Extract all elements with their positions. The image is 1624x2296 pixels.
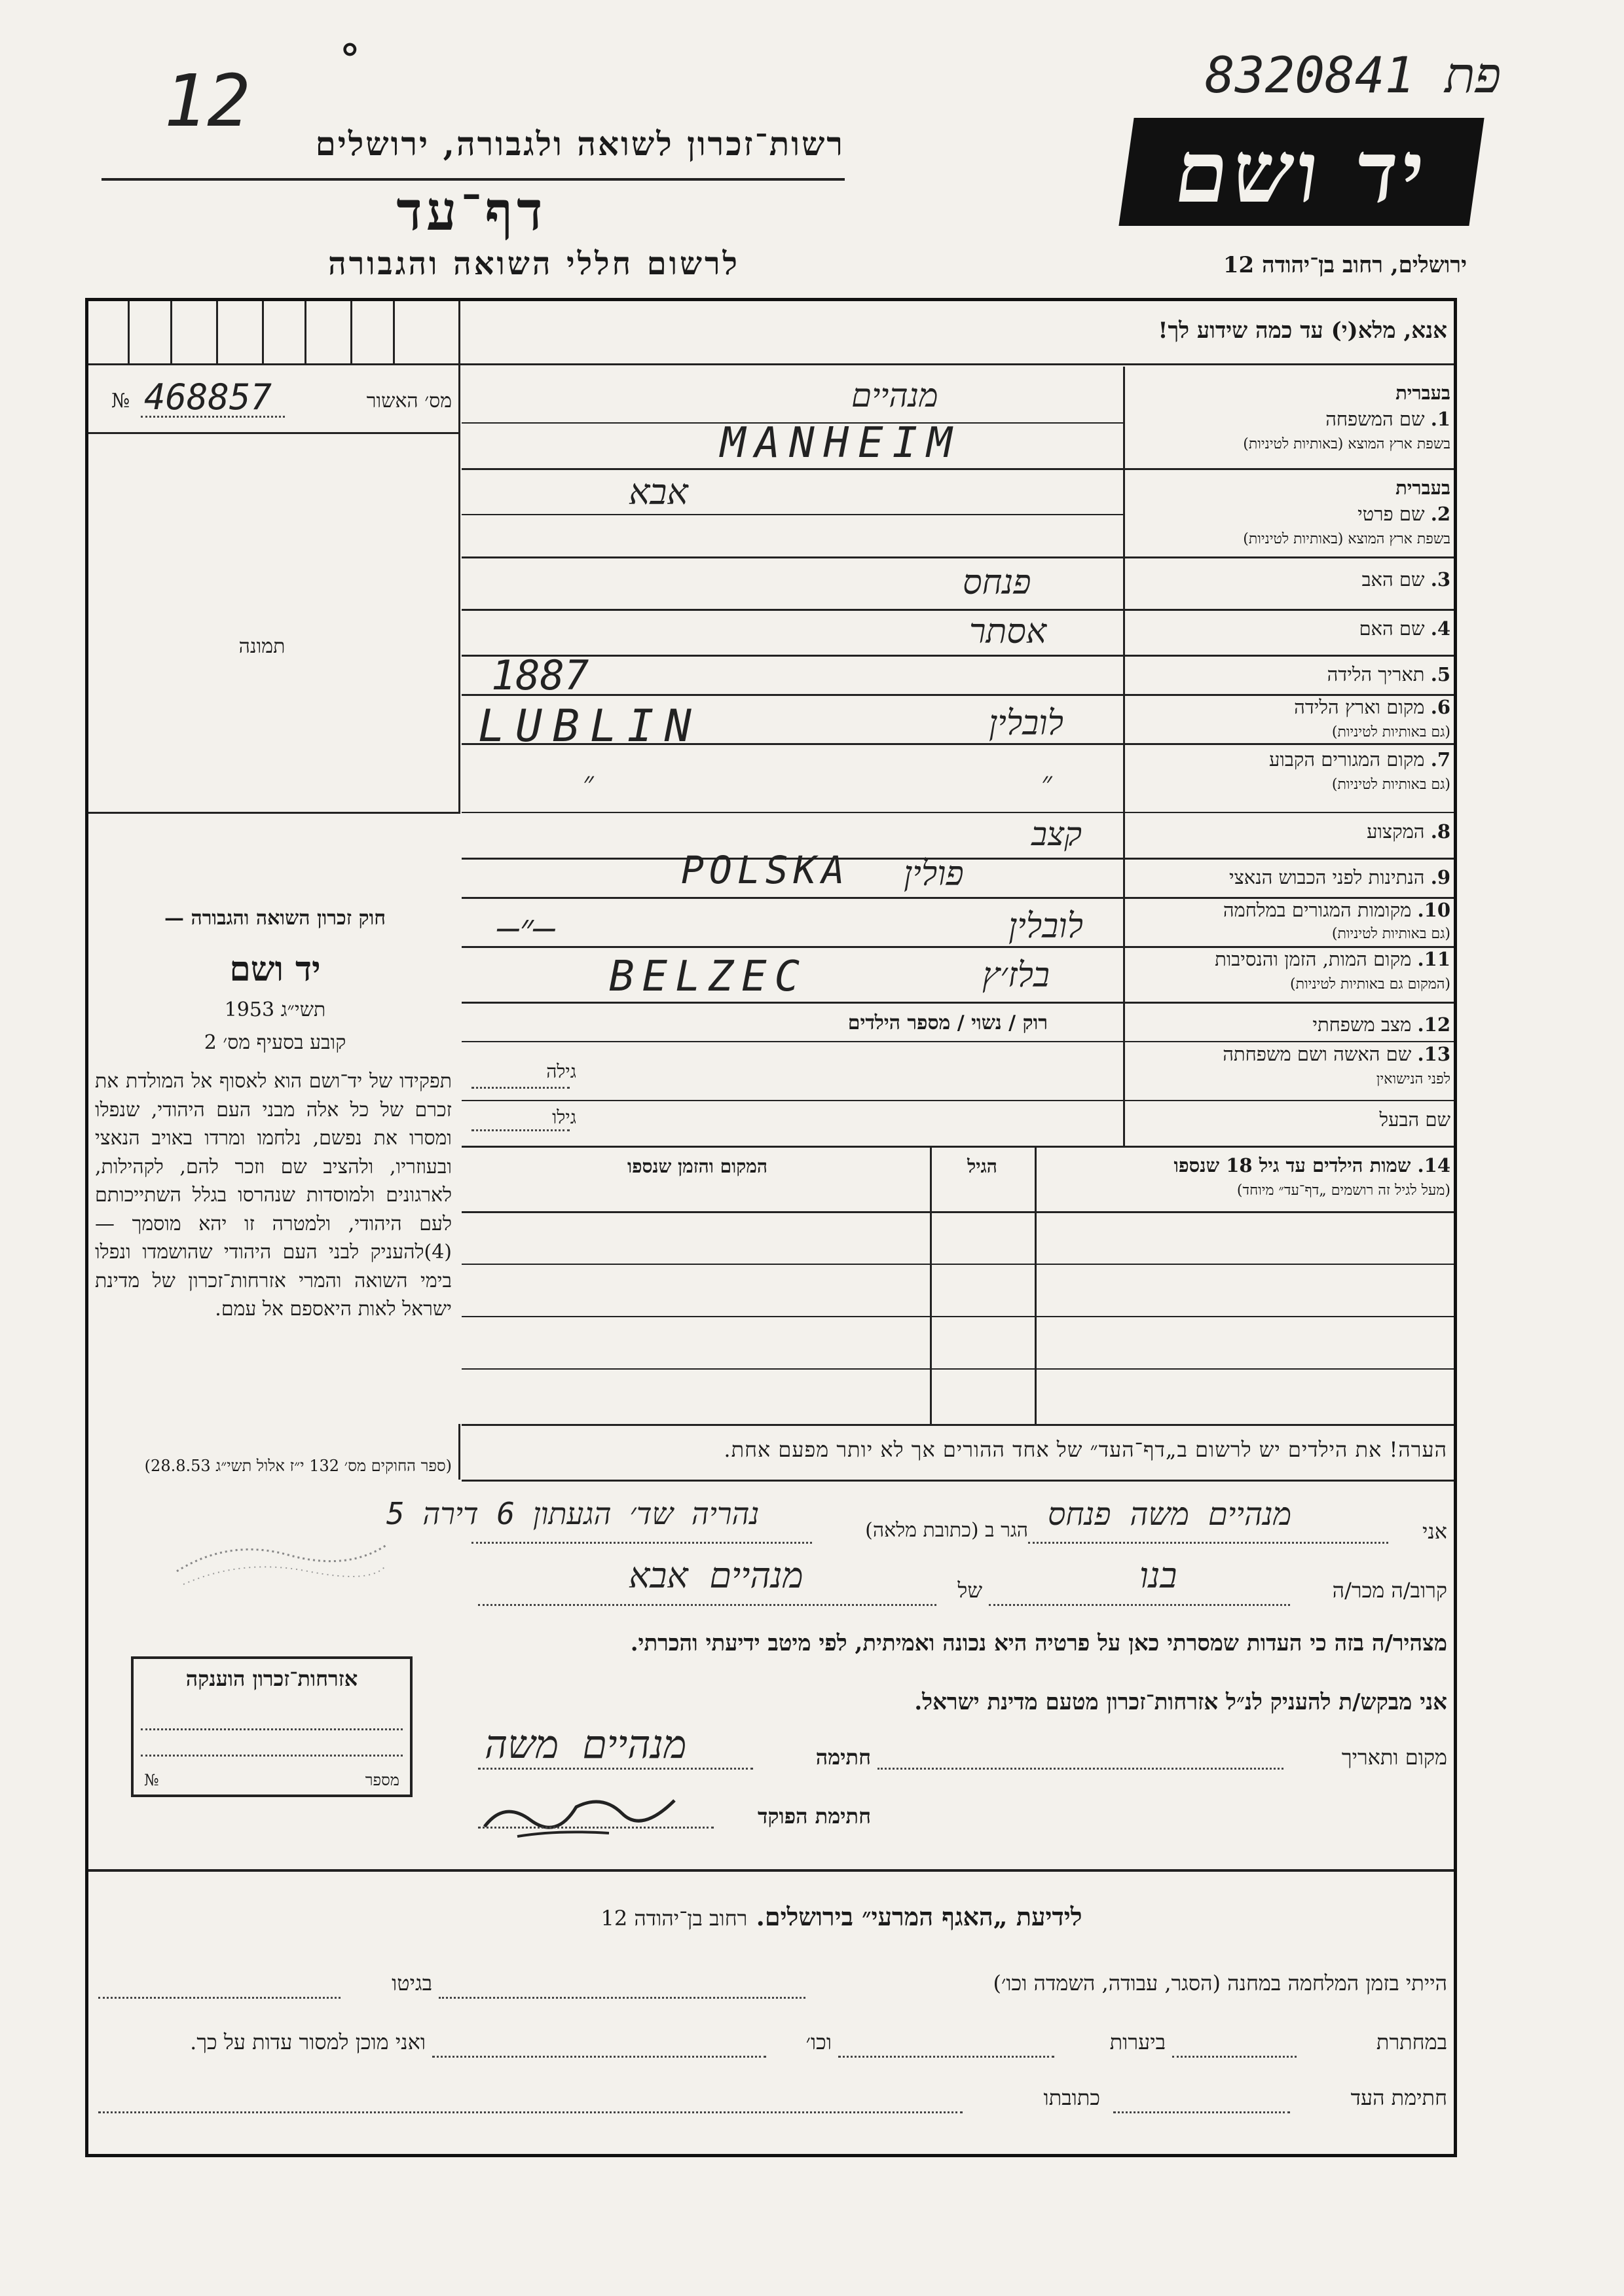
certificate-number: 468857 xyxy=(144,376,272,418)
citizenship-title: אזרחות־זכרון הוענקה xyxy=(185,1666,358,1691)
officer-signature xyxy=(478,1774,694,1846)
children-col-age: הגיל xyxy=(967,1156,997,1177)
field-8-label: 8. המקצוע xyxy=(1367,820,1450,843)
instruction: אנא, מלא(י) עד כמה שידוע לך! xyxy=(1158,318,1447,344)
field-5-label: 5. תאריך הלידה xyxy=(1327,663,1450,685)
bottom-ghetto: בגיטו xyxy=(392,1971,432,1995)
bottom-witness-sig: חתימת העד xyxy=(1350,2085,1447,2110)
field-4-label: 4. שם האם xyxy=(1359,617,1450,640)
children-col-place: המקום והזמן שנספו xyxy=(627,1156,767,1177)
field-13-age-label: גילה xyxy=(546,1061,576,1082)
husband-age-label: גילו xyxy=(552,1106,576,1128)
field-1-hebrew-tag: בעברית xyxy=(1395,382,1450,404)
decl-statement: מצהיר/ה בזה כי העדות שמסרתי כאן על פרטיה היא נכונה ואמיתית, לפי מיטב ידיעתי והכרתי. xyxy=(630,1630,1447,1656)
field-2-hebrew-tag: בעברית xyxy=(1395,477,1450,499)
certificate-no-symbol: № xyxy=(111,390,130,412)
field-13-sub: לפני הנישואין xyxy=(1376,1071,1450,1087)
decl-officer-label: חתימת הפוקד xyxy=(758,1804,871,1829)
field-8-value: קצב xyxy=(1031,815,1082,853)
field-2-label: 2. שם פרטי xyxy=(1357,503,1450,525)
field-10-sub: (גם באותיות לטיניות) xyxy=(1331,926,1450,942)
decl-of-value: מנהיים אבא xyxy=(629,1555,803,1596)
form-title: דף־עד xyxy=(396,180,547,243)
marital-options: רוק / נשוי / מספר הילדים xyxy=(847,1011,1048,1034)
field-11-sub: (המקום גם באותיות לטיניות) xyxy=(1290,976,1450,993)
field-1-label: 1. שם המשפחה xyxy=(1325,408,1450,430)
children-note: הערה! את הילדים יש לרשום ב„דף־העד״ של אחד ההורים אך לא יותר מפעם אחת. xyxy=(724,1437,1447,1462)
field-2-value-he: אבא xyxy=(629,471,688,513)
bottom-willing: ואני מוכן למסור עדות על כך. xyxy=(190,2030,426,2054)
field-10-value-latin: –״– xyxy=(498,907,556,949)
decl-relative-label: קרוב/ה מכר/ה xyxy=(1332,1578,1447,1603)
address: ירושלים, רחוב בן־יהודה 12 xyxy=(1223,252,1467,278)
children-label: 14. שמות הילדים עד גיל 18 שנספו xyxy=(1173,1154,1450,1176)
bottom-title: לידיעת „האגף המרעי״ בירושלים. רחוב בן־יהודה 12 xyxy=(600,1902,1082,1931)
citizenship-number-label: מספר xyxy=(365,1771,399,1789)
field-3-label: 3. שם האב xyxy=(1361,568,1450,591)
org-name: רשות־זכרון לשואה ולגבורה, ירושלים xyxy=(315,124,845,163)
decl-signature-label: חתימה xyxy=(815,1745,871,1770)
photo-label: תמונה xyxy=(238,635,286,658)
bottom-etc: וכו׳ xyxy=(805,2030,832,2054)
husband-label: שם הבעל xyxy=(1379,1108,1450,1131)
field-9-value-he: פולין xyxy=(904,854,964,894)
law-clause: קובע בסעיף מס׳ 2 xyxy=(204,1031,346,1054)
decl-resides-label: הגר ב (כתובת מלאה) xyxy=(865,1519,1028,1542)
field-4-value: אסתר xyxy=(969,612,1047,651)
children-sub: (מעל לגיל זה רושמים „דף־עד״ מיוחד) xyxy=(1236,1182,1450,1199)
bottom-forests: ביערות xyxy=(1109,2030,1166,2054)
field-7-sub: (גם באותיות לטיניות) xyxy=(1331,776,1450,793)
law-source: (ספר החוקים מס׳ 132 י״ז אלול תשי״ג 28.8.53) xyxy=(144,1457,452,1475)
field-13-label: 13. שם האשה ושם משפחתה xyxy=(1223,1043,1450,1065)
citizenship-no-symbol: № xyxy=(144,1771,159,1789)
field-6-sub: (גם באותיות לטיניות) xyxy=(1331,724,1450,740)
field-11-value-he: בלז׳ץ xyxy=(982,956,1050,995)
bottom-line1: הייתי בזמן המלחמה במחנה (הסגר, עבודה, השמדה וכו׳) xyxy=(993,1971,1447,1995)
field-2-sub: בשפת ארץ המוצא (באותיות לטיניות) xyxy=(1243,531,1450,547)
field-7-value-latin: ״ xyxy=(583,766,594,799)
field-1-value-latin: MANHEIM xyxy=(720,419,961,467)
yad-vashem-logo: יד ושם xyxy=(1118,118,1484,226)
field-10-value-he: לובלין xyxy=(1008,907,1083,946)
field-3-value: פנחס xyxy=(963,563,1031,602)
decl-place-date-label: מקום ותאריך xyxy=(1341,1745,1447,1770)
field-5-value: 1887 xyxy=(491,651,589,699)
law-year: תשי״ג 1953 xyxy=(224,998,326,1021)
field-10-label: 10. מקומות המגורים במלחמה xyxy=(1223,899,1450,921)
field-11-label: 11. מקום המות, הזמן והנסיבות xyxy=(1215,948,1450,970)
field-7-label: 7. מקום המגורים הקבוע xyxy=(1269,748,1450,771)
field-7-value-he: ״ xyxy=(1041,766,1052,799)
decl-of-label: של xyxy=(957,1578,982,1603)
handwritten-code: פת 8320841 xyxy=(1205,46,1502,104)
field-12-label: 12. מצב משפחתי xyxy=(1312,1013,1450,1036)
decl-signature-value: מנהיים משה xyxy=(485,1722,687,1768)
field-9-value-latin: POLSKA xyxy=(681,848,850,892)
handwritten-number-12: 12 xyxy=(164,59,251,143)
ink-mark: ⸰ xyxy=(341,30,360,69)
bottom-underground: במחתרת xyxy=(1376,2030,1447,2054)
field-9-label: 9. הנתינות לפני הכבוש הנאצי xyxy=(1229,866,1450,888)
field-6-value-he: לובלין xyxy=(989,704,1063,743)
law-name: יד ושם xyxy=(229,949,321,989)
decl-request: אני מבקש/ת להעניק לנ״ל אזרחות־זכרון מטעם מדינת ישראל. xyxy=(914,1689,1447,1715)
field-11-value-latin: BELZEC xyxy=(609,953,808,1001)
field-6-value-latin: LUBLIN xyxy=(478,701,702,752)
field-1-value-he: מנהיים xyxy=(851,376,938,414)
decl-relation-value: בנו xyxy=(1139,1555,1177,1596)
field-1-sub: בשפת ארץ המוצא (באותיות לטיניות) xyxy=(1243,436,1450,452)
form-subtitle: לרשום חללי השואה והגבורה xyxy=(328,246,740,282)
field-6-label: 6. מקום וארץ הלידה xyxy=(1294,696,1450,718)
certificate-label: מס׳ האשור xyxy=(366,390,452,412)
decl-i-label: אני xyxy=(1422,1519,1447,1544)
law-heading: חוק זכרון השואה והגבורה — xyxy=(164,907,386,930)
bottom-address-label: כתובתו xyxy=(1043,2085,1100,2110)
law-text: תפקידו של יד־ושם הוא לאסוף אל המולדת את זכרם של כל אלה מבני העם היהודי, שנפלו ומסרו את נפשם, נלחמו ומרדו באויב הנאצי ובעוזריו, ולהציב שם וזכר להם, לקהילות, לארגונים ולמוסדות שנהרסו בגלל השתייכותם לעם היהודי, ולמטרה זו יהא מוסמך — (4)להעניק לבני העם היהודי שהושמדו ונפלו בימי השואה והמרי אזרחות־זכרון של מדינת ישראל לאות היאספם אל עמם. xyxy=(95,1070,452,1321)
faint-stamp xyxy=(170,1525,393,1591)
decl-name-value: מנהיים משה פנחס xyxy=(1048,1496,1292,1533)
decl-address-value: נהריה שד׳ הגעתון 6 דירה 5 xyxy=(386,1496,760,1531)
